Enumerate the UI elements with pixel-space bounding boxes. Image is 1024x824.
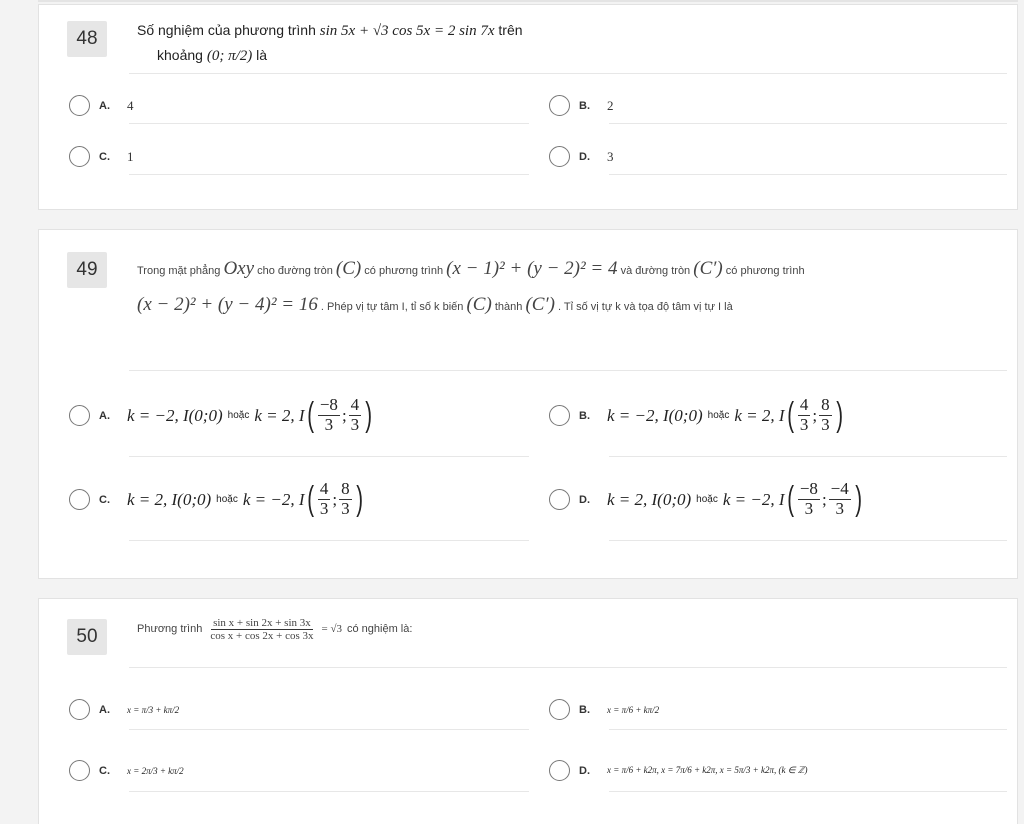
option-c[interactable]: [69, 760, 184, 781]
option-value: 2: [607, 97, 614, 113]
radio-button[interactable]: [69, 699, 90, 720]
rhs: = √3: [321, 623, 342, 636]
question-text: [137, 21, 1003, 66]
equation-2: (x − 2)² + (y − 4)² = 16: [137, 294, 318, 315]
question-text-part: Phương trình: [137, 623, 203, 636]
question-text-part: trên: [498, 22, 523, 38]
option-d[interactable]: [549, 480, 864, 519]
divider: [129, 729, 529, 730]
option-letter: D.: [579, 493, 590, 506]
option-right: k = 2, I: [734, 405, 785, 425]
question-text-part: Số nghiệm của phương trình: [137, 22, 316, 38]
radio-button[interactable]: [69, 95, 90, 116]
question-card-49: [38, 229, 1018, 579]
radio-button[interactable]: [69, 405, 90, 426]
question-text-part: là: [256, 46, 268, 63]
option-left: k = −2, I(0;0): [127, 405, 223, 425]
paren-close: ): [365, 396, 373, 434]
option-value: 3: [607, 148, 614, 164]
question-card-48: [38, 4, 1018, 210]
separator: ;: [812, 405, 818, 425]
fraction: $\frac{-8}{3}$: [319, 395, 338, 434]
option-value: x = π/6 + k2π, x = 7π/6 + k2π, x = 5π/3 + k2π, (k ∈ ℤ): [607, 765, 808, 775]
question-text-part: cho đường tròn: [257, 265, 333, 277]
separator: ;: [341, 405, 347, 425]
option-value: x = 2π/3 + kπ/2: [127, 765, 184, 776]
fraction: $\frac{-8}{3}$: [799, 479, 818, 518]
option-d[interactable]: [549, 760, 808, 781]
radio-button[interactable]: [549, 699, 570, 720]
question-text-part: . Tỉ số vị tự k và tọa độ tâm vị tự I là: [558, 301, 733, 313]
divider: [129, 540, 529, 541]
radio-button[interactable]: [549, 760, 570, 781]
divider: [609, 540, 1007, 541]
question-text-part: có phương trình: [364, 265, 444, 277]
paren-close: ): [855, 480, 862, 518]
option-value: x = π/3 + kπ/2: [127, 704, 180, 715]
option-letter: A.: [99, 703, 110, 716]
math-oxy: Oxy: [223, 258, 255, 279]
question-text-part: Trong mặt phẳng: [137, 265, 221, 277]
option-right: k = −2, I: [722, 489, 785, 509]
separator: ;: [821, 489, 827, 509]
question-number: 48: [67, 21, 107, 57]
paren-open: (: [306, 480, 314, 518]
divider: [129, 667, 1007, 668]
option-b[interactable]: [549, 699, 659, 720]
option-letter: B.: [579, 703, 590, 716]
fraction: $\frac{8}{3}$: [821, 395, 830, 434]
question-text-part: có phương trình: [725, 265, 805, 277]
option-or: hoặc: [216, 494, 238, 505]
math-cprime: (C′): [525, 294, 555, 315]
divider: [129, 123, 529, 124]
question-text-part: . Phép vị tự tâm I, tỉ số k biến: [320, 301, 464, 313]
fraction: $\frac{8}{3}$: [341, 479, 350, 518]
math-c: (C): [466, 294, 492, 315]
option-c[interactable]: [69, 146, 134, 167]
option-b[interactable]: [549, 95, 614, 116]
divider: [129, 791, 529, 792]
option-left: k = −2, I(0;0): [607, 405, 703, 425]
radio-button[interactable]: [69, 760, 90, 781]
radio-button[interactable]: [549, 405, 570, 426]
radio-button[interactable]: [549, 95, 570, 116]
divider: [609, 456, 1007, 457]
question-text: [137, 252, 1003, 324]
divider: [129, 370, 1007, 371]
equation: sin 5x + √3 cos 5x = 2 sin 7x: [319, 23, 495, 39]
math-c: (C): [335, 258, 362, 279]
option-letter: C.: [99, 150, 110, 163]
option-letter: A.: [99, 409, 110, 422]
option-letter: B.: [579, 409, 590, 422]
option-d[interactable]: [549, 146, 614, 167]
option-left: k = 2, I(0;0): [127, 489, 212, 509]
option-b[interactable]: [549, 396, 845, 435]
radio-button[interactable]: [69, 489, 90, 510]
fraction: [208, 617, 315, 642]
fraction: $\frac{-4}{3}$: [830, 479, 849, 518]
question-text-part: có nghiệm là:: [347, 623, 413, 636]
option-or: hoặc: [227, 410, 250, 421]
interval: (0; π/2): [206, 47, 253, 64]
fraction: $\frac{4}{3}$: [799, 395, 809, 434]
divider: [129, 456, 529, 457]
paren-open: (: [786, 480, 794, 518]
fraction: $\frac{4}{3}$: [350, 395, 360, 434]
radio-button[interactable]: [549, 489, 570, 510]
question-text-part: thành: [494, 301, 523, 313]
divider: [609, 791, 1007, 792]
top-divider: [38, 0, 1018, 2]
option-right: k = 2, I: [254, 405, 305, 425]
question-card-50: [38, 598, 1018, 824]
option-right: k = −2, I: [242, 489, 305, 509]
option-or: hoặc: [696, 494, 718, 505]
option-c[interactable]: [69, 480, 365, 519]
option-or: hoặc: [707, 410, 730, 421]
option-left: k = 2, I(0;0): [607, 489, 692, 509]
divider: [129, 73, 1007, 74]
option-letter: C.: [99, 493, 110, 506]
paren-close: ): [835, 396, 843, 434]
numerator: sin x + sin 2x + sin 3x: [213, 617, 311, 629]
math-cprime: (C′): [693, 258, 723, 279]
option-letter: D.: [579, 150, 590, 163]
question-number: 50: [67, 619, 107, 655]
paren-open: (: [786, 396, 794, 434]
divider: [609, 729, 1007, 730]
option-a[interactable]: [69, 95, 134, 116]
option-letter: A.: [99, 99, 110, 112]
question-text: [137, 617, 1003, 642]
paren-close: ): [355, 480, 363, 518]
option-letter: D.: [579, 764, 590, 777]
radio-button[interactable]: [549, 146, 570, 167]
option-a[interactable]: [69, 699, 179, 720]
question-text-part: và đường tròn: [620, 265, 691, 277]
paren-open: (: [306, 396, 314, 434]
equation-1: (x − 1)² + (y − 2)² = 4: [446, 258, 618, 279]
option-value: 1: [127, 148, 134, 164]
option-value: x = π/6 + kπ/2: [607, 704, 660, 715]
fraction: $\frac{4}{3}$: [319, 479, 329, 518]
divider: [129, 174, 529, 175]
option-value: 4: [127, 97, 134, 113]
radio-button[interactable]: [69, 146, 90, 167]
separator: ;: [332, 489, 338, 509]
denominator: cos x + cos 2x + cos 3x: [210, 630, 314, 643]
divider: [609, 123, 1007, 124]
option-a[interactable]: [69, 396, 375, 435]
option-letter: B.: [579, 99, 590, 112]
option-letter: C.: [99, 764, 110, 777]
question-number: 49: [67, 252, 107, 288]
divider: [609, 174, 1007, 175]
question-text-part: khoảng: [157, 46, 203, 63]
